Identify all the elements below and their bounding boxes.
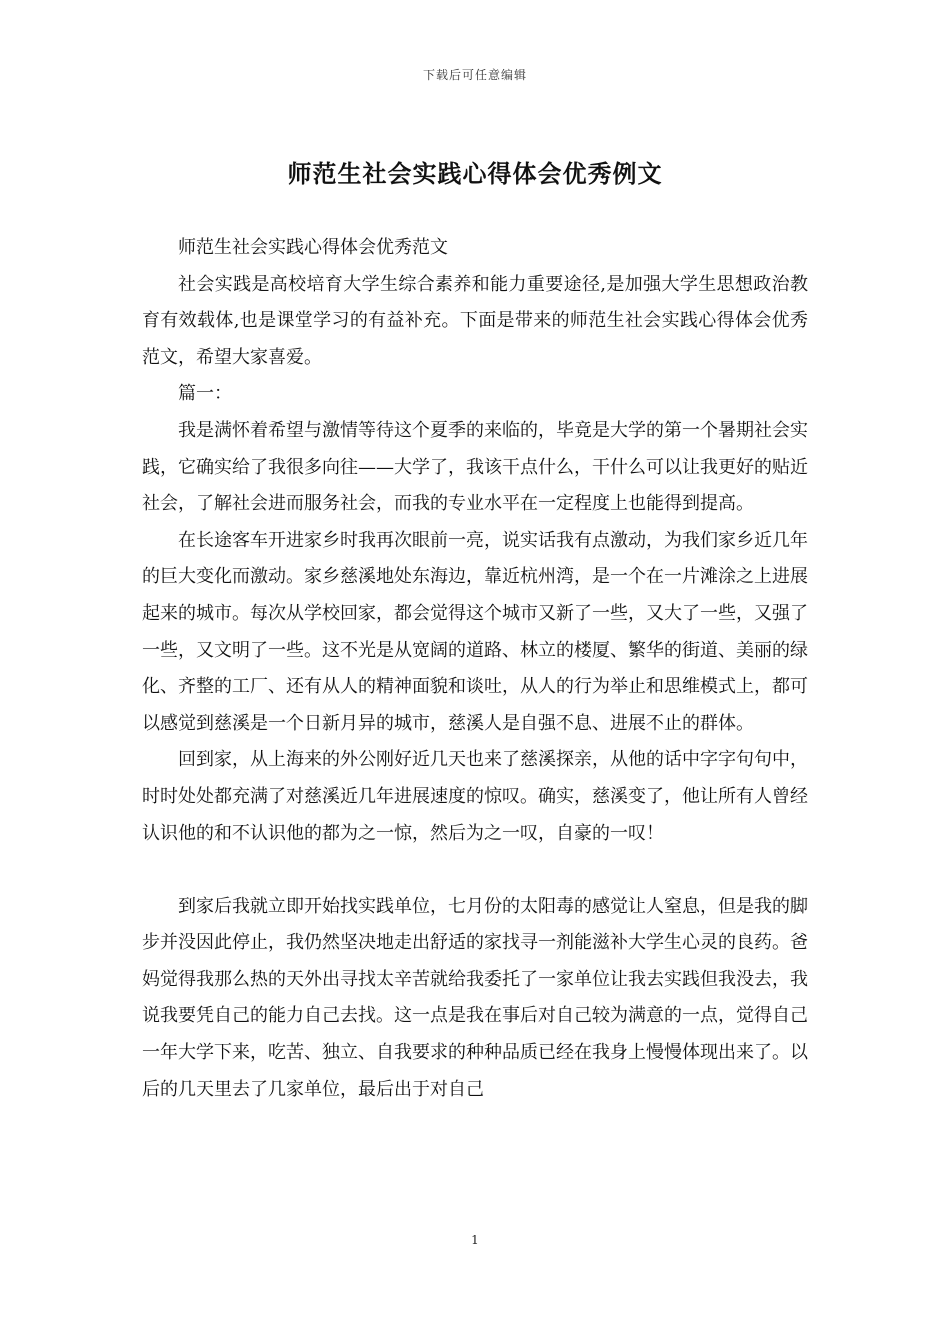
paragraph-intro: 社会实践是高校培育大学生综合素养和能力重要途径,是加强大学生思想政治教育有效载体,也是课堂学习的有益补充。下面是带来的师范生社会实践心得体会优秀范文，希望大家喜爱。 xyxy=(142,273,808,368)
paragraph-body: 我是满怀着希望与激情等待这个夏季的来临的，毕竟是大学的第一个暑期社会实践，它确实给了我很多向往——大学了，我该干点什么，干什么可以让我更好的贴近社会，了解社会进而服务社会，而我的专业水平在一定程度上也能得到提高。 xyxy=(142,419,808,515)
document-body xyxy=(142,230,808,1108)
page-number: 1 xyxy=(471,1233,479,1247)
header-note: 下载后可任意编辑 xyxy=(422,68,527,82)
paragraph-body: 回到家，从上海来的外公刚好近几天也来了慈溪探亲，从他的话中字字句句中，时时处处都充满了对慈溪近几年进展速度的惊叹。确实，慈溪变了，他让所有人曾经认识他的和不认识他的都为之一惊，然后为之一叹，自豪的一叹！ xyxy=(142,749,808,844)
document-title: 师范生社会实践心得体会优秀例文 xyxy=(287,159,663,188)
paragraph-body: 到家后我就立即开始找实践单位，七月份的太阳毒的感觉让人窒息，但是我的脚步并没因此停止，我仍然坚决地走出舒适的家找寻一剂能滋补大学生心灵的良药。爸妈觉得我那么热的天外出寻找太辛苦就给我委托了一家单位让我去实践但我没去，我说我要凭自己的能力自己去找。这一点是我在事后对自己较为满意的一点，觉得自己一年大学下来，吃苦、独立、自我要求的种种品质已经在我身上慢慢体现出来了。以后的几天里去了几家单位，最后出于对自己 xyxy=(142,895,808,1100)
paragraph-section-label: 篇一： xyxy=(178,383,232,405)
paragraph-subtitle: 师范生社会实践心得体会优秀范文 xyxy=(178,237,448,258)
paragraph-body: 在长途客车开进家乡时我再次眼前一亮，说实话我有点激动，为我们家乡近几年的巨大变化而激动。家乡慈溪地处东海边，靠近杭州湾，是一个在一片滩涂之上进展起来的城市。每次从学校回家，都会觉得这个城市又新了一些，又大了一些，又强了一些，又文明了一些。这不光是从宽阔的道路、林立的楼厦、繁华的街道、美丽的绿化、齐整的工厂、还有从人的精神面貌和谈吐，从人的行为举止和思维模式上，都可以感觉到慈溪是一个日新月异的城市，慈溪人是自强不息、进展不止的群体。 xyxy=(142,529,808,734)
